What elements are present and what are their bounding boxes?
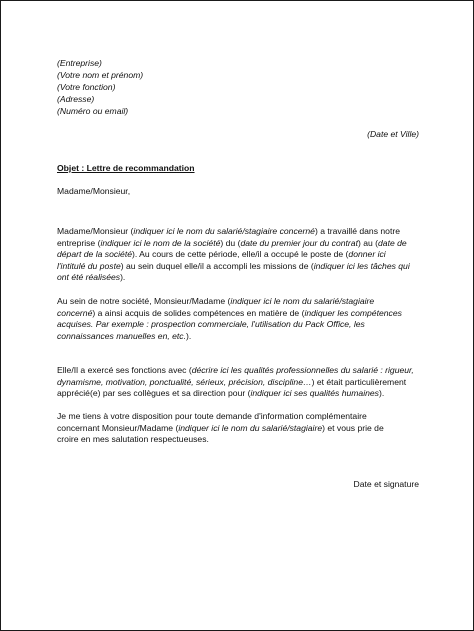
paragraph-line: [57, 226, 400, 238]
paragraph-line: [57, 296, 374, 308]
paragraph-line: [57, 434, 209, 446]
body-text: ) du (: [220, 237, 241, 248]
paragraph-line: [57, 331, 191, 343]
placeholder-text: l'intitulé du poste: [57, 260, 121, 271]
body-text: ) et vous prie de: [322, 422, 384, 433]
sender-company: (Entreprise): [57, 58, 102, 68]
body-text: ).: [185, 330, 192, 341]
placeholder-text: indiquer les compétences: [304, 307, 402, 318]
date-place: (Date et Ville): [367, 129, 419, 139]
body-text: ) et était particulièrement: [311, 376, 407, 387]
body-text: Madame/Monsieur (: [57, 226, 134, 236]
body-text: ) a travaillé dans notre: [314, 226, 400, 236]
sender-name: (Votre nom et prénom): [57, 70, 144, 80]
placeholder-text: connaissances manuelles en, etc.: [57, 330, 186, 341]
placeholder-text: ont été réalisées: [57, 272, 121, 283]
placeholder-text: dynamisme, motivation, ponctualité, sérieux, précision, discipline…: [57, 376, 312, 387]
placeholder-text: indiquer ici le nom du salarié/stagiaire: [230, 296, 375, 306]
placeholder-text: décrire ici les qualités professionnelles du salarié : rigueur,: [191, 365, 414, 375]
paragraph-line: [57, 249, 386, 261]
paragraph-line: [57, 423, 384, 435]
paragraph-line: [57, 261, 410, 273]
placeholder-text: indiquer ici ses qualités humaines: [250, 388, 379, 399]
placeholder-text: date du premier jour du contrat: [240, 237, 358, 248]
body-text: Au sein de notre société, Monsieur/Madame (: [57, 296, 231, 306]
paragraph-line: [57, 411, 367, 423]
body-text: Elle/Il a exercé ses fonctions avec (: [57, 365, 192, 375]
sender-contact: (Numéro ou email): [57, 106, 129, 116]
letter-subject: Objet : Lettre de recommandation: [57, 163, 195, 173]
placeholder-text: indiquer ici les tâches qui: [313, 260, 410, 271]
date-signature: Date et signature: [353, 479, 419, 489]
paragraph-line: [57, 238, 407, 250]
body-text: apprécié(e) par ses collègues et sa direction pour (: [57, 388, 251, 399]
placeholder-text: indiquer ici le nom de la société: [100, 237, 221, 248]
paragraph-line: [57, 319, 365, 331]
sender-function: (Votre fonction): [57, 82, 116, 92]
body-text: ) a ainsi acquis de solides compétences en matière de (: [92, 307, 305, 318]
body-text: ). Au cours de cette période, elle/il a occupé le poste de (: [132, 249, 349, 260]
body-text: ) au sein duquel elle/il a accompli les missions de (: [120, 260, 314, 271]
body-text: ).: [120, 272, 126, 283]
paragraph-line: [57, 377, 406, 389]
placeholder-text: date de: [378, 237, 407, 248]
body-text: ) au (: [357, 237, 379, 248]
placeholder-text: indiquer ici le nom du salarié/stagiaire concerné: [133, 226, 315, 236]
body-text: entreprise (: [57, 237, 101, 248]
placeholder-text: acquises. Par exemple : prospection commerciale, l'utilisation du Pack Office, les: [57, 319, 365, 330]
placeholder-text: concerné: [57, 307, 93, 318]
sender-address: (Adresse): [57, 94, 95, 104]
body-text: Je me tiens à votre disposition pour toute demande d'information complémentaire: [57, 411, 367, 421]
placeholder-text: indiquer ici le nom du salarié/stagiaire: [178, 422, 323, 433]
paragraph-line: [57, 272, 125, 284]
body-text: ).: [378, 388, 385, 399]
paragraph-line: [57, 388, 384, 400]
letter-salutation: Madame/Monsieur,: [57, 186, 131, 196]
paragraph-line: [57, 365, 414, 377]
body-text: concernant Monsieur/Madame (: [57, 422, 179, 433]
body-text: croire en mes salutation respectueuses.: [57, 434, 209, 445]
placeholder-text: donner ici: [348, 249, 386, 260]
placeholder-text: départ de la société: [57, 249, 133, 260]
paragraph-line: [57, 308, 402, 320]
